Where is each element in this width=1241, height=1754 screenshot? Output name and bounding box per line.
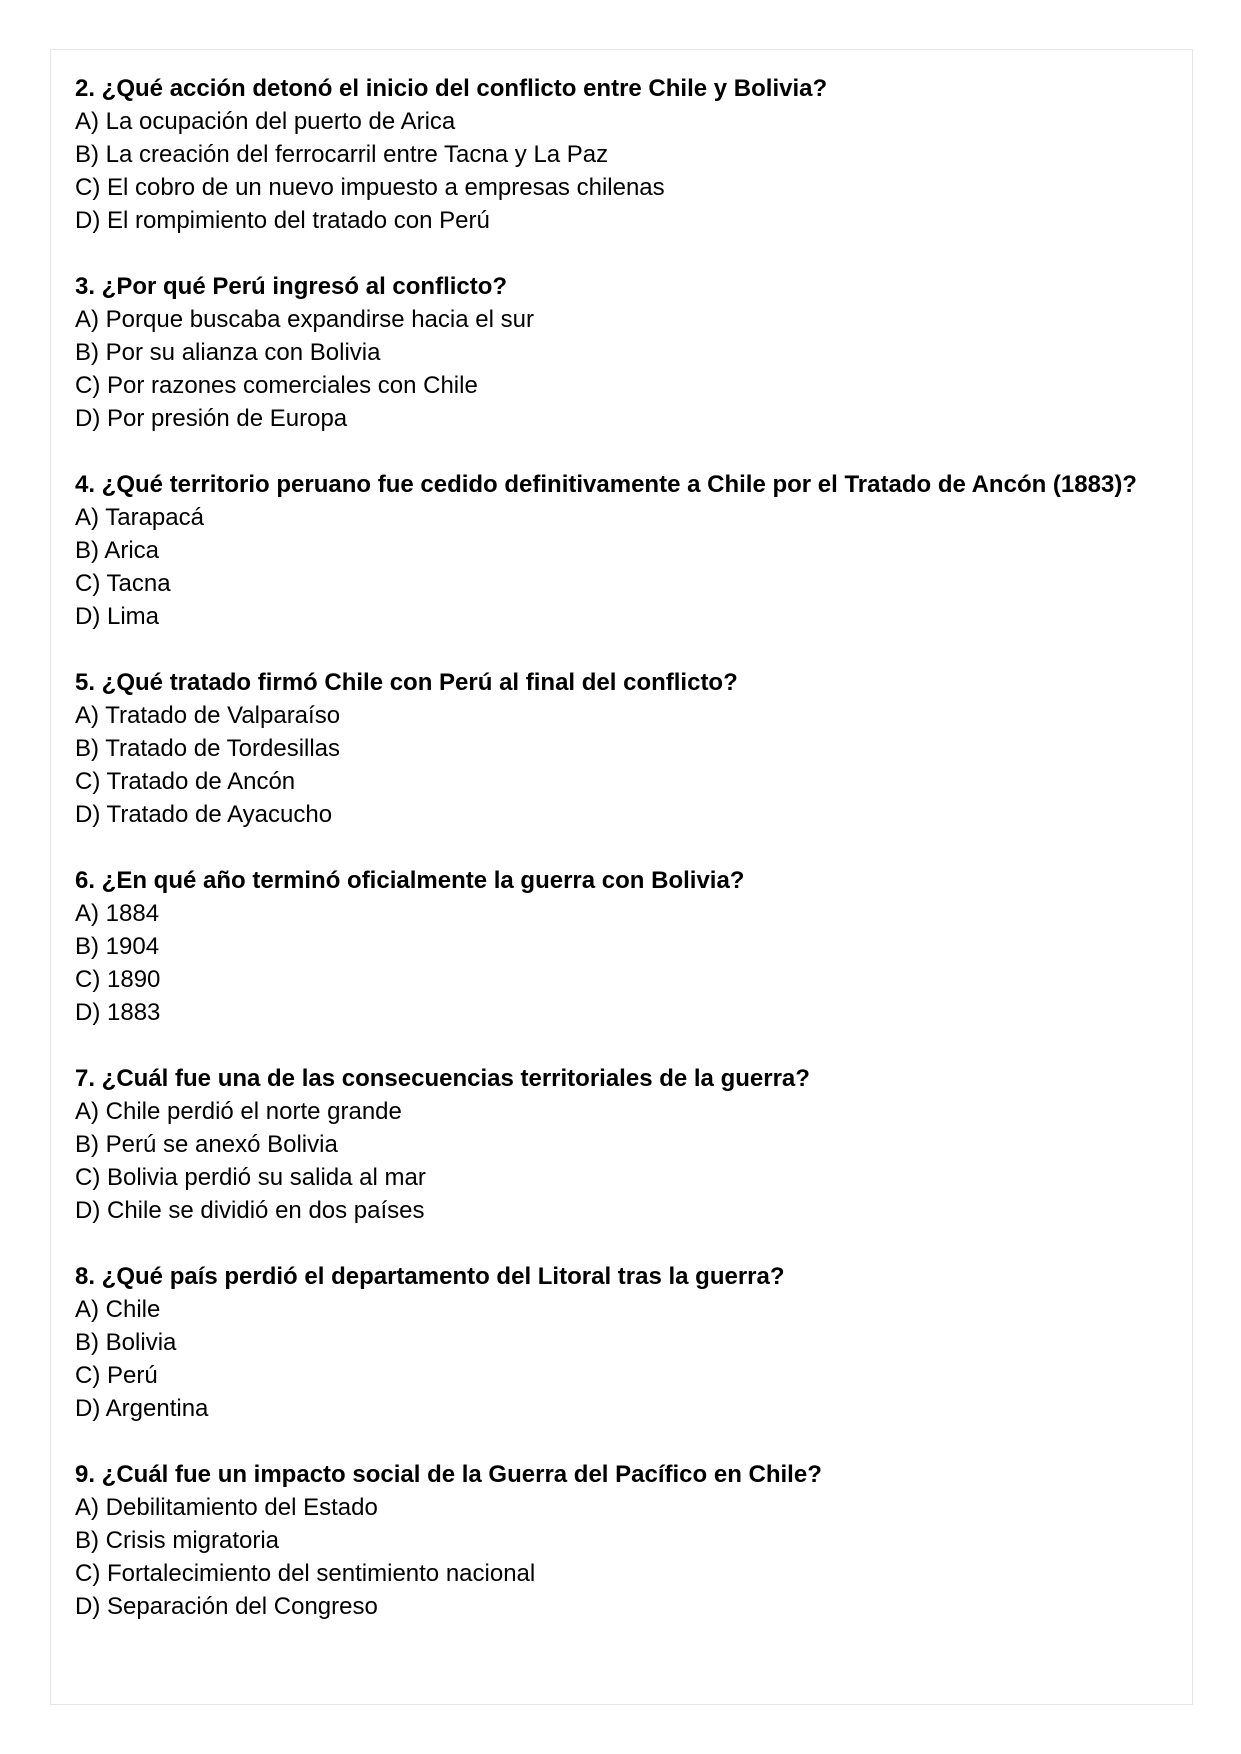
question-title: 6. ¿En qué año terminó oficialmente la guerra con Bolivia? bbox=[75, 867, 745, 894]
answer-option: B) La creación del ferrocarril entre Tacna y La Paz bbox=[75, 141, 609, 168]
answer-option: D) Lima bbox=[75, 603, 160, 630]
answer-option: B) Crisis migratoria bbox=[75, 1527, 280, 1554]
question-2 bbox=[75, 72, 1155, 237]
question-title: 8. ¿Qué país perdió el departamento del Litoral tras la guerra? bbox=[75, 1263, 785, 1290]
answer-option: C) El cobro de un nuevo impuesto a empresas chilenas bbox=[75, 174, 665, 201]
answer-option: D) Chile se dividió en dos países bbox=[75, 1197, 425, 1224]
answer-option: B) Tratado de Tordesillas bbox=[75, 735, 341, 762]
question-6 bbox=[75, 864, 1155, 1029]
question-title: 9. ¿Cuál fue un impacto social de la Guerra del Pacífico en Chile? bbox=[75, 1461, 822, 1488]
answer-option: D) Separación del Congreso bbox=[75, 1593, 378, 1620]
question-title: 7. ¿Cuál fue una de las consecuencias territoriales de la guerra? bbox=[75, 1065, 810, 1092]
answer-option: D) 1883 bbox=[75, 999, 161, 1026]
question-7 bbox=[75, 1062, 1155, 1227]
question-5 bbox=[75, 666, 1155, 831]
question-8 bbox=[75, 1260, 1155, 1425]
question-3 bbox=[75, 270, 1155, 435]
answer-option: B) Por su alianza con Bolivia bbox=[75, 339, 381, 366]
quiz-content bbox=[75, 72, 1155, 1656]
answer-option: A) Chile perdió el norte grande bbox=[75, 1098, 402, 1125]
answer-option: D) Por presión de Europa bbox=[75, 405, 348, 432]
question-title: 3. ¿Por qué Perú ingresó al conflicto? bbox=[75, 273, 508, 300]
answer-option: B) 1904 bbox=[75, 933, 160, 960]
answer-option: D) Tratado de Ayacucho bbox=[75, 801, 333, 828]
question-title: 5. ¿Qué tratado firmó Chile con Perú al final del conflicto? bbox=[75, 669, 738, 696]
answer-option: A) Tarapacá bbox=[75, 504, 204, 531]
answer-option: C) Fortalecimiento del sentimiento nacional bbox=[75, 1560, 536, 1587]
answer-option: B) Perú se anexó Bolivia bbox=[75, 1131, 338, 1158]
answer-option: C) Por razones comerciales con Chile bbox=[75, 372, 478, 399]
answer-option: C) Tratado de Ancón bbox=[75, 768, 296, 795]
answer-option: A) Debilitamiento del Estado bbox=[75, 1494, 378, 1521]
question-title: 2. ¿Qué acción detonó el inicio del conflicto entre Chile y Bolivia? bbox=[75, 75, 828, 102]
answer-option: A) Tratado de Valparaíso bbox=[75, 702, 341, 729]
answer-option: A) Porque buscaba expandirse hacia el sur bbox=[75, 306, 534, 333]
answer-option: D) El rompimiento del tratado con Perú bbox=[75, 207, 490, 234]
answer-option: A) Chile bbox=[75, 1296, 161, 1323]
answer-option: A) La ocupación del puerto de Arica bbox=[75, 108, 456, 135]
answer-option: C) Bolivia perdió su salida al mar bbox=[75, 1164, 426, 1191]
question-title: 4. ¿Qué territorio peruano fue cedido definitivamente a Chile por el Tratado de Ancón (1883)? bbox=[75, 471, 1137, 498]
question-4 bbox=[75, 468, 1155, 633]
answer-option: B) Arica bbox=[75, 537, 160, 564]
question-9 bbox=[75, 1458, 1155, 1623]
answer-option: C) 1890 bbox=[75, 966, 161, 993]
answer-option: A) 1884 bbox=[75, 900, 160, 927]
answer-option: C) Perú bbox=[75, 1362, 158, 1389]
answer-option: B) Bolivia bbox=[75, 1329, 177, 1356]
answer-option: C) Tacna bbox=[75, 570, 171, 597]
answer-option: D) Argentina bbox=[75, 1395, 209, 1422]
